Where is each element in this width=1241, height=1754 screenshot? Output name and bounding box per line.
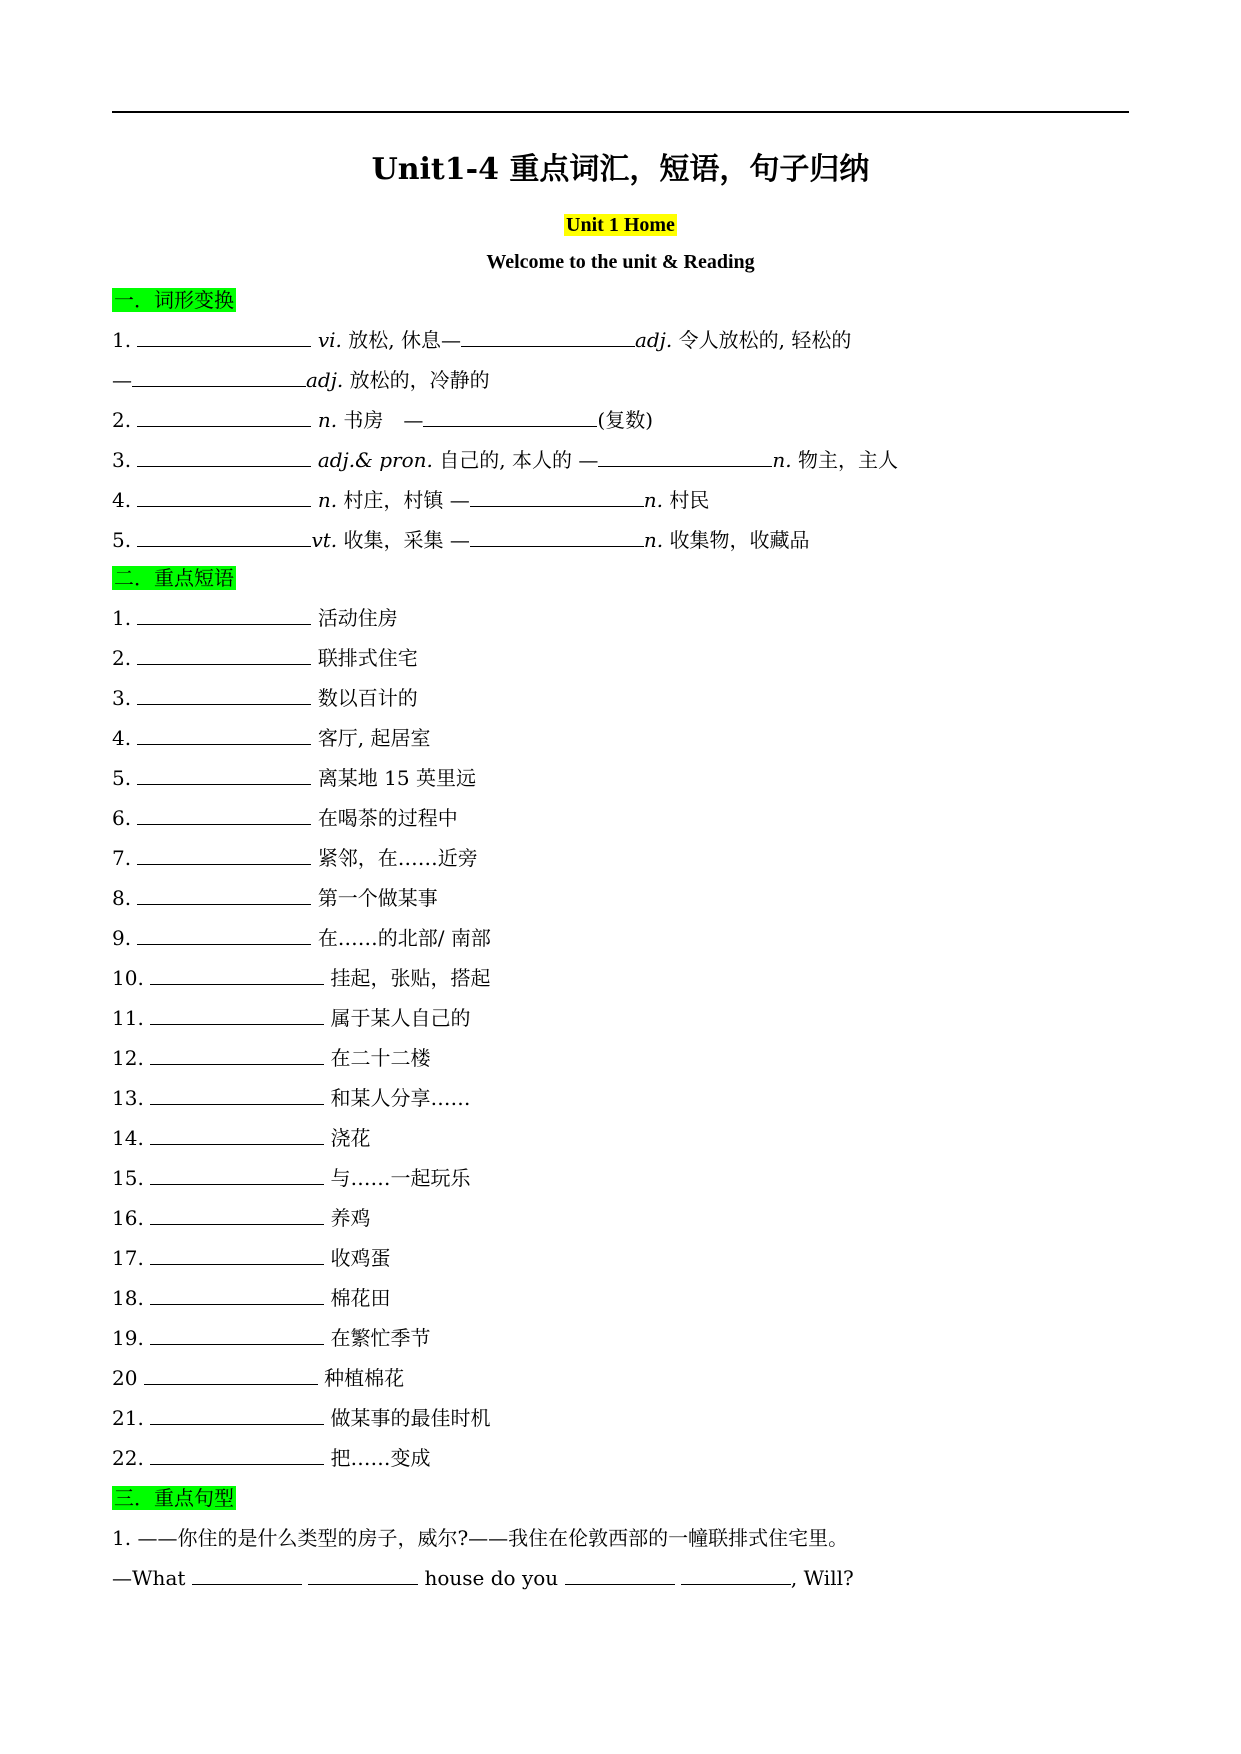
item-number: 2. [112,408,132,432]
item-number: 6. [112,806,132,830]
answer-blank[interactable] [137,408,311,427]
item-number: 3. [112,686,132,710]
phrase-item [112,1244,391,1272]
phrase-meaning: 浇花 [330,1126,371,1150]
word-form-item [112,406,653,434]
phrase-meaning: 在喝茶的过程中 [317,806,458,830]
sentence-fragment: —What [112,1566,192,1590]
answer-blank[interactable] [137,726,311,745]
answer-blank[interactable] [150,1246,324,1265]
word-form-item [112,526,809,554]
phrase-meaning: 和某人分享…… [330,1086,471,1110]
answer-blank[interactable] [137,488,311,507]
answer-blank[interactable] [150,1206,324,1225]
answer-blank[interactable] [470,488,644,507]
item-meaning: 放松, 休息— [341,328,461,352]
phrase-item [112,1004,471,1032]
answer-blank[interactable] [150,1126,324,1145]
answer-blank[interactable] [137,328,311,347]
item-number: 16. [112,1206,144,1230]
phrase-item [112,684,418,712]
answer-blank[interactable] [681,1566,791,1585]
phrase-meaning: 离某地 15 英里远 [317,766,476,790]
item-number: 17. [112,1246,144,1270]
phrase-meaning: 在二十二楼 [330,1046,431,1070]
item-number: 12. [112,1046,144,1070]
answer-blank[interactable] [565,1566,675,1585]
answer-blank[interactable] [461,328,635,347]
unit-label: Unit 1 Home [566,214,675,236]
part-of-speech: adj. [634,328,673,352]
phrase-meaning: 做某事的最佳时机 [330,1406,491,1430]
phrase-item [112,1044,431,1072]
part-of-speech: n. [317,408,338,432]
item-number: 10. [112,966,144,990]
answer-blank[interactable] [137,926,311,945]
sentence-fragment: , Will? [790,1566,854,1590]
item-number: 19. [112,1326,144,1350]
answer-blank[interactable] [137,846,311,865]
item-number: 4. [112,726,132,750]
section2-heading-row [112,564,236,592]
item-number: 11. [112,1006,144,1030]
phrase-item [112,884,438,912]
section3-heading: 三．重点句型 [114,1486,234,1510]
item-number: 22. [112,1446,144,1470]
answer-blank[interactable] [132,368,306,387]
item-number: 18. [112,1286,144,1310]
phrase-item [112,1084,471,1112]
phrase-item [112,804,458,832]
item-number: 14. [112,1126,144,1150]
phrase-meaning: 活动住房 [317,606,398,630]
item-number: 9. [112,926,132,950]
section1-heading: 一．词形变换 [114,288,234,312]
answer-blank[interactable] [137,448,311,467]
item-number: 5. [112,528,132,552]
answer-blank[interactable] [137,528,311,547]
item-prefix: — [112,368,132,392]
phrase-meaning: 数以百计的 [317,686,418,710]
answer-blank[interactable] [598,448,772,467]
answer-blank[interactable] [137,806,311,825]
phrase-meaning: 客厅, 起居室 [317,726,431,750]
part-of-speech: adj. [306,368,344,392]
section1-heading-row [112,286,236,314]
item-meaning: 令人放松的, 轻松的 [672,328,852,352]
phrase-item [112,644,418,672]
answer-blank[interactable] [192,1566,302,1585]
phrase-meaning: 第一个做某事 [317,886,438,910]
sentence-fragment: house do you [418,1566,565,1590]
phrase-meaning: 把……变成 [330,1446,431,1470]
phrase-item [112,724,431,752]
phrase-meaning: 挂起，张贴，搭起 [330,966,491,990]
item-meaning: 自己的, 本人的 — [432,448,599,472]
section-subtitle: Welcome to the unit & Reading [486,251,755,273]
phrase-meaning: 属于某人自己的 [330,1006,471,1030]
phrase-meaning: 在繁忙季节 [330,1326,431,1350]
answer-blank[interactable] [137,646,311,665]
answer-blank[interactable] [150,966,324,985]
item-meaning: 村民 [663,488,710,512]
item-number: 15. [112,1166,144,1190]
sentence-chinese: 1. ——你住的是什么类型的房子，威尔?——我住在伦敦西部的一幢联排式住宅里。 [112,1526,849,1550]
phrase-meaning: 种植棉花 [324,1366,405,1390]
phrase-item [112,1404,491,1432]
answer-blank[interactable] [144,1366,318,1385]
answer-blank[interactable] [150,1006,324,1025]
item-meaning: 收集，采集 — [337,528,470,552]
answer-blank[interactable] [137,686,311,705]
answer-blank[interactable] [137,886,311,905]
answer-blank[interactable] [150,1166,324,1185]
part-of-speech: n. [317,488,338,512]
answer-blank[interactable] [150,1406,324,1425]
answer-blank[interactable] [150,1286,324,1305]
item-number: 13. [112,1086,144,1110]
part-of-speech: n. [643,528,664,552]
item-number: 3. [112,448,132,472]
word-form-item [112,326,851,354]
answer-blank[interactable] [150,1086,324,1105]
answer-blank[interactable] [150,1446,324,1465]
phrase-item [112,1324,431,1352]
phrase-meaning: 棉花田 [330,1286,391,1310]
phrase-item [112,1204,371,1232]
answer-blank[interactable] [150,1326,324,1345]
item-number: 2. [112,646,132,670]
item-meaning: 书房 — [337,408,424,432]
section3-heading-row [112,1484,236,1512]
part-of-speech: adj.& pron. [317,448,433,472]
phrase-item [112,924,491,952]
section2-heading: 二．重点短语 [114,566,234,590]
item-number: 1. [112,606,132,630]
sentence-english [112,1564,854,1592]
item-number: 21. [112,1406,144,1430]
phrase-item [112,1364,404,1392]
item-number: 8. [112,886,132,910]
part-of-speech: n. [772,448,792,472]
phrase-meaning: 在……的北部/ 南部 [317,926,491,950]
part-of-speech: vt. [311,528,338,552]
phrase-meaning: 联排式住宅 [317,646,418,670]
phrase-item [112,1284,391,1312]
phrase-item [112,844,478,872]
item-meaning: 收集物，收藏品 [663,528,810,552]
answer-blank[interactable] [470,528,644,547]
unit-label-row [0,210,1241,239]
item-number: 7. [112,846,132,870]
phrase-meaning: 紧邻，在……近旁 [317,846,478,870]
phrase-item [112,1124,371,1152]
item-number: 1. [112,328,132,352]
item-meaning: 放松的，冷静的 [343,368,490,392]
phrase-item [112,964,491,992]
answer-blank[interactable] [423,408,597,427]
part-of-speech: n. [643,488,664,512]
phrase-meaning: 与……一起玩乐 [330,1166,471,1190]
item-meaning: 村庄，村镇 — [337,488,470,512]
answer-blank[interactable] [137,766,311,785]
answer-blank[interactable] [150,1046,324,1065]
phrase-item [112,1164,471,1192]
part-of-speech: vi. [317,328,342,352]
word-form-item [112,366,490,394]
answer-blank[interactable] [308,1566,418,1585]
item-meaning: (复数) [597,408,654,432]
answer-blank[interactable] [137,606,311,625]
phrase-meaning: 收鸡蛋 [330,1246,391,1270]
header-rule [112,111,1129,113]
item-number: 5. [112,766,132,790]
word-form-item [112,446,898,474]
phrase-item [112,764,476,792]
word-form-item [112,486,709,514]
phrase-meaning: 养鸡 [330,1206,371,1230]
phrase-item [112,1444,431,1472]
item-number: 4. [112,488,132,512]
item-meaning: 物主，主人 [791,448,898,472]
item-number: 20 [112,1366,138,1390]
phrase-item [112,604,398,632]
document-title: Unit1-4 重点词汇，短语，句子归纳 [371,152,870,187]
